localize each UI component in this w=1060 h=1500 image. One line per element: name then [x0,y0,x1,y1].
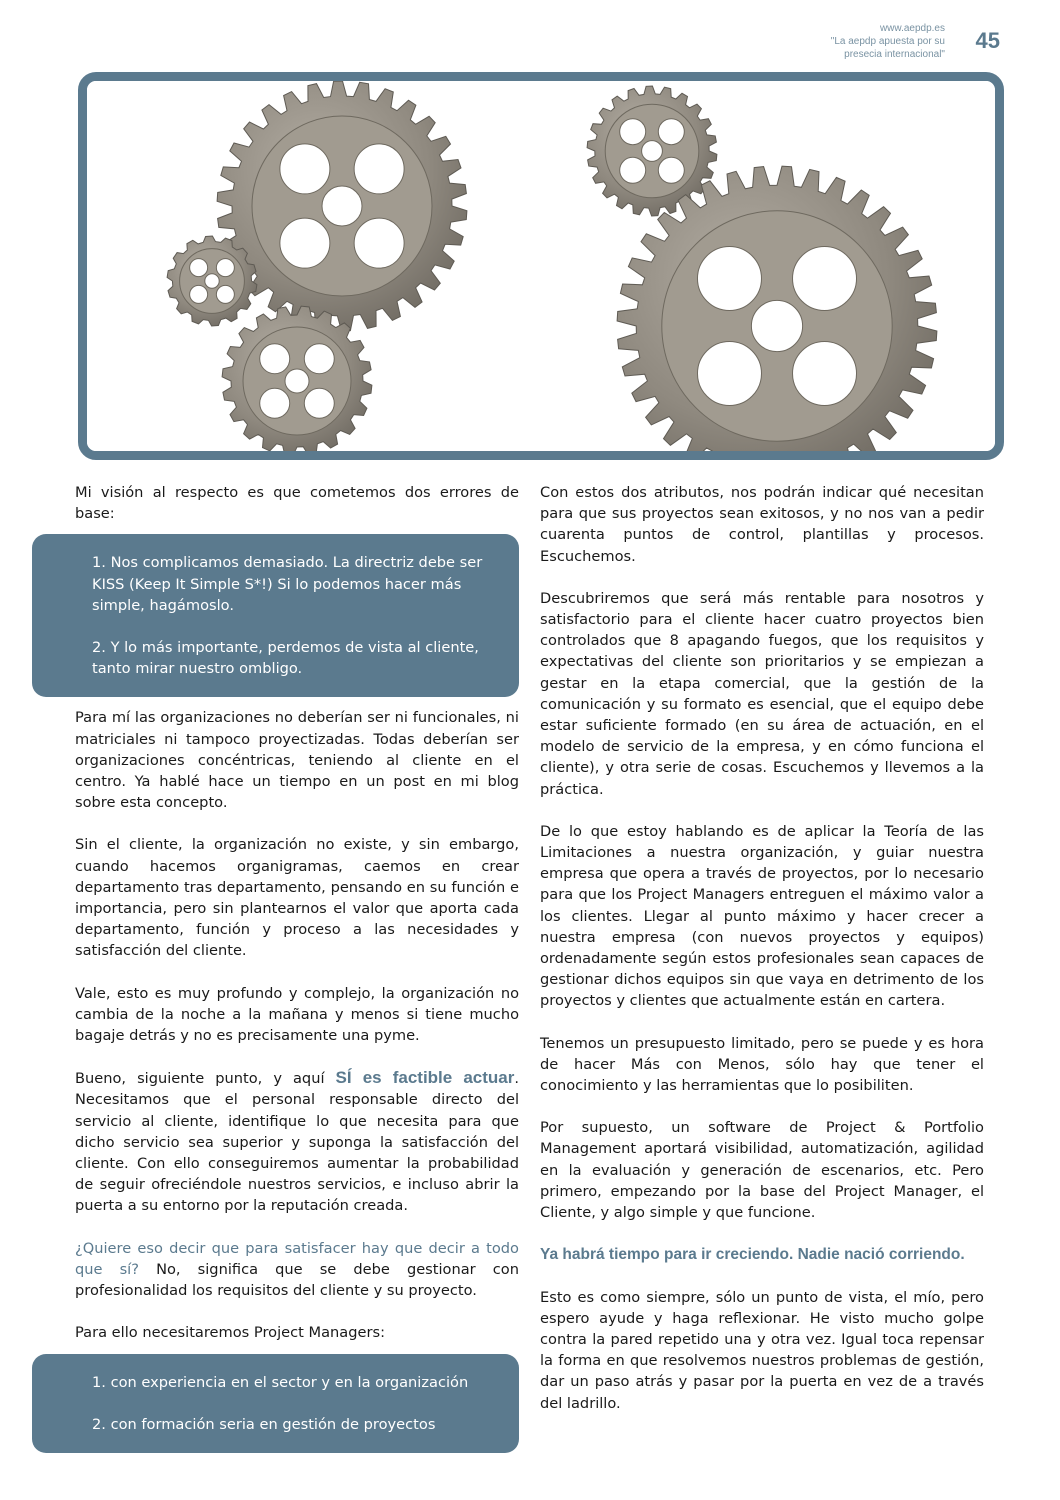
left-column [75,482,519,1463]
callout-item: 2. con formación seria en gestión de proyectos [92,1415,436,1433]
callout-item: 2. Y lo más importante, perdemos de vista al cliente, tanto mirar nuestro ombligo. [92,639,479,678]
body-paragraph: Para mí las organizaciones no deberían ser ni funcionales, ni matriciales ni tampoco proyectizadas. Todas deberían ser organizaciones concéntricas, teniendo al cliente en el centro. Ya hablé hace un tiempo en un post en mi blog sobre esta concepto. [75,709,519,812]
question-phrase: ¿Quiere eso decir que para satisfacer hay que decir a todo que sí? [75,1239,519,1278]
body-paragraph: Bueno, siguiente punto, y aquí SÍ es factible actuar. Necesitamos que el personal responsable directo del servicio al cliente, identifique lo que necesita para que dicho servicio sea superior y suponga la satisfacción del cliente. Con ello conseguiremos aumentar la probabilidad de seguir ofreciéndole nuestros servicios, e incluso abrir la puerta a su entorno por la reputación creada. [75,1068,520,1215]
body-paragraph: Vale, esto es muy profundo y complejo, la organización no cambia de la noche a la mañana y menos si tiene mucho bagaje detrás y no es precisamente una pyme. [75,984,519,1045]
requirements-callout-box [32,1354,519,1453]
body-paragraph: Por supuesto, un software de Project & Portfolio Management aportará visibilidad, automatización, agilidad en la evaluación y generación de escenarios, etc. Pero primero, empezando por la base del Project Manager, el Cliente, y algo simple y que funcione. [540,1119,984,1222]
body-paragraph: ¿Quiere eso decir que para satisfacer hay que decir a todo que sí? No, significa que se debe gestionar con profesionalidad los requisitos del cliente y su proyecto. [75,1239,519,1300]
closing-highlight: Ya habrá tiempo para ir creciendo. Nadie nació corriendo. [540,1246,965,1264]
site-url[interactable]: www.aepdp.es [879,23,945,34]
tagline-line-2: presecia internacional" [844,49,945,60]
gears-illustration [87,81,995,451]
body-paragraph: Esto es como siempre, sólo un punto de vista, el mío, pero espero ayude y haga reflexionar. He visto mucho golpe contra la pared repetido una y otra vez. Igual toca repensar la forma en que resolvemos nuestros problemas de gestión, dar un paso atrás y pasar por la puerta en vez de a través del ladrillo. [540,1288,984,1412]
highlight-phrase: SÍ es factible actuar [335,1068,515,1088]
page-number: 45 [975,28,1000,53]
hero-image-frame [78,72,1004,460]
intro-paragraph: Mi visión al respecto es que cometemos dos errores de base: [75,484,519,523]
body-paragraph: Descubriremos que será más rentable para nosotros y satisfactorio para el cliente hacer cuatro proyectos bien controlados que 8 apagando fuegos, que los requisitos y expectativas del cliente son prioritarios y se empiezan a gestar en la etapa comercial, que la gestión de la comunicación y su formato es esencial, que el equipo debe estar suficiente formado (en su área de actuación, en el modelo de servicio de la empresa, y en cómo funciona el cliente), y otra serie de cosas. Escuchemos y llevemos a la práctica. [540,589,984,798]
callout-item: 1. Nos complicamos demasiado. La directriz debe ser KISS (Keep It Simple S*!) Si lo podemos hacer más simple, hagámoslo. [92,554,483,614]
body-paragraph: Para ello necesitaremos Project Managers: [75,1324,385,1342]
body-paragraph: Con estos dos atributos, nos podrán indicar qué necesitan para que sus proyectos sean exitosos, y no nos van a pedir cuarenta puntos de control, plantillas y procesos. Escuchemos. [540,484,984,565]
right-column [540,482,984,1435]
body-paragraph: De lo que estoy hablando es de aplicar la Teoría de las Limitaciones a nuestra organización, y guiar nuestra empresa que opera a través de proyectos, por lo necesario para que los Project Managers entreguen el máximo valor a los clientes. Llegar al punto máximo y hacer crecer a nuestra empresa (con nuevos proyectos y equipos) ordenadamente según estos profesionales sean capaces de gestionar dichos equipos sin que vaya en detrimento de los proyectos y clientes que actualmente están en cartera. [540,822,984,1010]
body-paragraph: Tenemos un presupuesto limitado, pero se puede y es hora de hacer Más con Menos, sólo hay que tener el conocimiento y las herramientas que lo posibiliten. [540,1034,984,1095]
callout-item: 1. con experiencia en el sector y en la organización [92,1373,469,1391]
tagline-line-1: "La aepdp apuesta por su [830,36,945,47]
body-paragraph: Sin el cliente, la organización no existe, y sin embargo, cuando hacemos organigramas, caemos en crear departamento tras departamento, pensando en su función e importancia, pero sin plantearnos el valor que aporta cada departamento, función y proceso a las necesidades y satisfacción del cliente. [75,836,519,960]
errors-callout-box [32,534,519,697]
header-site-info [831,22,945,61]
